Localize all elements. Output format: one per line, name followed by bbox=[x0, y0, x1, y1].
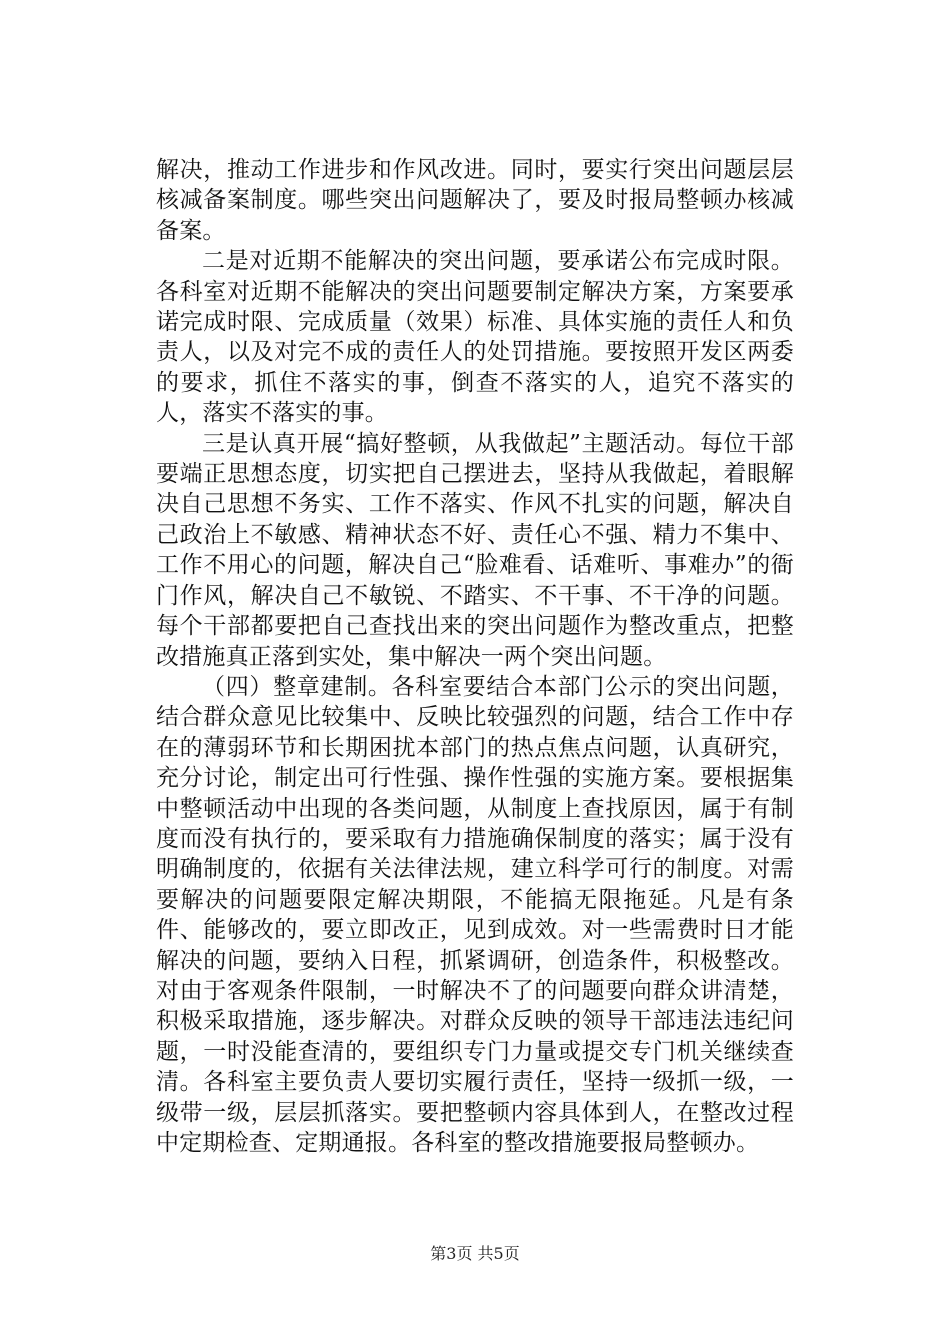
paragraph-continuation: 解决，推动工作进步和作风改进。同时，要实行突出问题层层核减备案制度。哪些突出问题解决了，要及时报局整顿办核减备案。 bbox=[156, 157, 794, 244]
paragraph-section-four: （四）整章建制。各科室要结合本部门公示的突出问题，结合群众意见比较集中、反映比较强烈的问题，结合工作中存在的薄弱环节和长期困扰本部门的热点焦点问题，认真研究，充分讨论，制定出可行性强、操作性强的实施方案。要根据集中整顿活动中出现的各类问题，从制度上查找原因，属于有制度而没有执行的，要采取有力措施确保制度的落实；属于没有明确制度的，依据有关法律法规，建立科学可行的制度。对需要解决的问题要限定解决期限，不能搞无限拖延。凡是有条件、能够改的，要立即改正，见到成效。对一些需费时日才能解决的问题，要纳入日程，抓紧调研，创造条件，积极整改。对由于客观条件限制，一时解决不了的问题要向群众讲清楚，积极采取措施，逐步解决。对群众反映的领导干部违法违纪问题，一时没能查清的，要组织专门力量或提交专门机关继续查清。各科室主要负责人要切实履行责任，坚持一级抓一级，一级带一级，层层抓落实。要把整顿内容具体到人，在整改过程中定期检查、定期通报。各科室的整改措施要报局整顿办。 bbox=[156, 673, 794, 1156]
paragraph-item-two: 二是对近期不能解决的突出问题，要承诺公布完成时限。各科室对近期不能解决的突出问题要制定解决方案，方案要承诺完成时限、完成质量（效果）标准、具体实施的责任人和负责人，以及对完不成的责任人的处罚措施。要按照开发区两委的要求，抓住不落实的事，倒查不落实的人，追究不落实的人，落实不落实的事。 bbox=[156, 248, 794, 427]
page-footer: 第3页 共5页 bbox=[430, 1244, 520, 1263]
document-body bbox=[156, 155, 794, 1158]
paragraph-item-three: 三是认真开展“搞好整顿，从我做起”主题活动。每位干部要端正思想态度，切实把自己摆进去，坚持从我做起，着眼解决自己思想不务实、工作不落实、作风不扎实的问题，解决自己政治上不敏感、精神状态不好、责任心不强、精力不集中、工作不用心的问题，解决自己“脸难看、话难听、事难办”的衙门作风，解决自己不敏锐、不踏实、不干事、不干净的问题。每个干部都要把自己查找出来的突出问题作为整改重点，把整改措施真正落到实处，集中解决一两个突出问题。 bbox=[156, 430, 794, 670]
